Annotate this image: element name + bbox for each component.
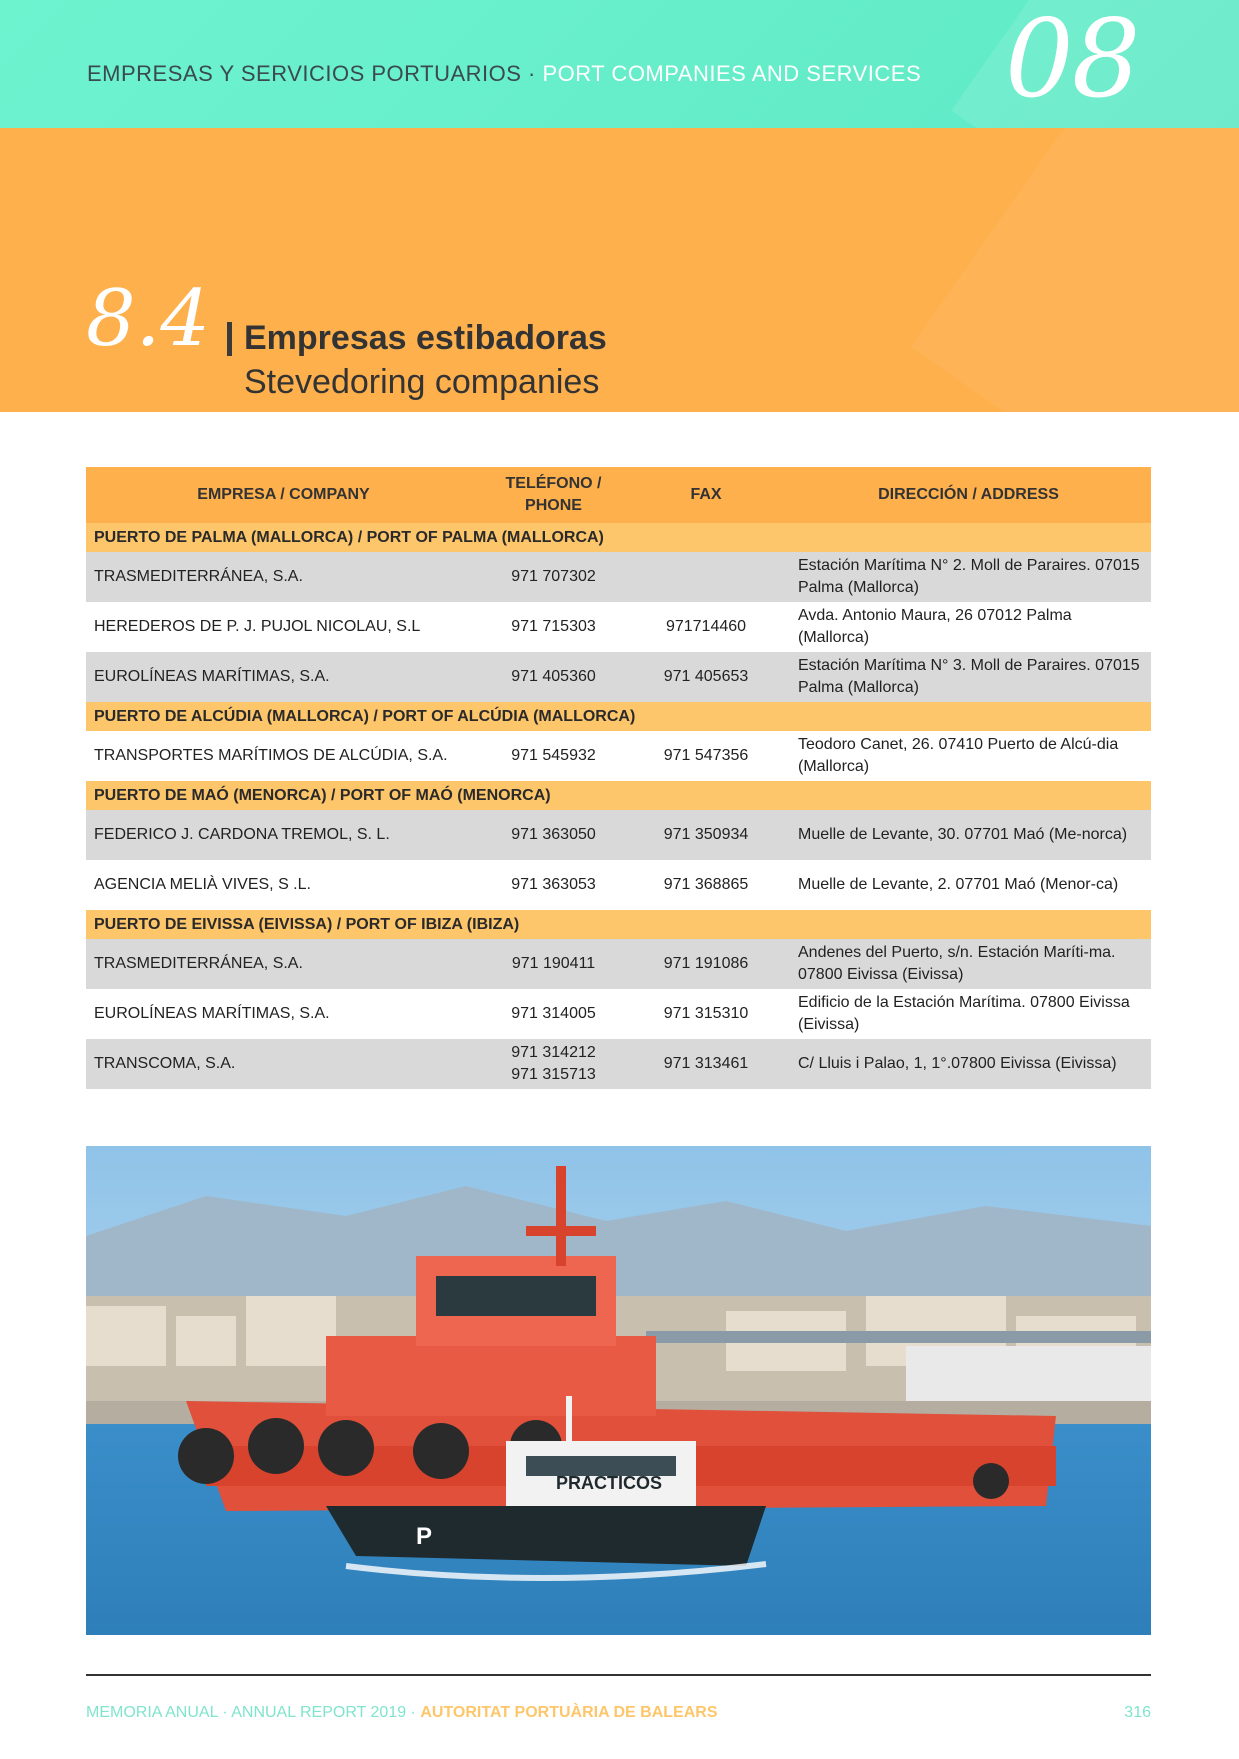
chapter-title-es: EMPRESAS Y SERVICIOS PORTUARIOS · <box>87 61 536 86</box>
company-cell: HEREDEROS DE P. J. PUJOL NICOLAU, S.L <box>86 602 481 652</box>
decorative-diagonal <box>911 128 1239 412</box>
address-cell: Muelle de Levante, 2. 07701 Maó (Menor-ca) <box>786 860 1151 910</box>
header-fax: FAX <box>626 467 786 523</box>
phone-line1: 971 314212 <box>511 1044 596 1061</box>
fax-cell: 971 547356 <box>626 731 786 781</box>
header-company: EMPRESA / COMPANY <box>86 467 481 523</box>
table-row <box>86 860 1151 910</box>
bridge <box>646 1331 1151 1343</box>
phone-cell: 971 190411 <box>481 939 626 989</box>
address-cell: Estación Marítima N° 3. Moll de Paraires. 07015 Palma (Mallorca) <box>786 652 1151 702</box>
chapter-number: 08 <box>1005 0 1139 122</box>
fax-cell: 971 350934 <box>626 810 786 860</box>
group-row-mao <box>86 781 1151 810</box>
phone-cell: 971 363050 <box>481 810 626 860</box>
table-row <box>86 1039 1151 1089</box>
pilot-boat-letter: P <box>416 1523 433 1550</box>
phone-cell <box>481 1039 626 1089</box>
page-number: 316 <box>1124 1704 1151 1721</box>
stevedoring-companies-table <box>86 467 1151 1089</box>
footer-organization: AUTORITAT PORTUÀRIA DE BALEARS <box>420 1704 718 1721</box>
address-cell: Muelle de Levante, 30. 07701 Maó (Me-norca) <box>786 810 1151 860</box>
table-row <box>86 602 1151 652</box>
footer-report-title <box>86 1704 718 1722</box>
address-cell: Avda. Antonio Maura, 26 07012 Palma (Mallorca) <box>786 602 1151 652</box>
footer-divider <box>86 1674 1151 1676</box>
table-row <box>86 939 1151 989</box>
table-row <box>86 731 1151 781</box>
section-divider <box>227 322 232 356</box>
chapter-title <box>87 61 921 87</box>
company-cell: TRASMEDITERRÁNEA, S.A. <box>86 939 481 989</box>
footer-report: MEMORIA ANUAL · ANNUAL REPORT 2019 · <box>86 1704 421 1721</box>
fax-cell: 971 315310 <box>626 989 786 1039</box>
header-phone <box>481 467 626 523</box>
group-label: PUERTO DE EIVISSA (EIVISSA) / PORT OF IBIZA (IBIZA) <box>86 910 1151 939</box>
fax-cell <box>626 552 786 602</box>
section-header-band <box>0 128 1239 412</box>
group-label: PUERTO DE ALCÚDIA (MALLORCA) / PORT OF ALCÚDIA (MALLORCA) <box>86 702 1151 731</box>
pilot-boat-label: PRACTICOS <box>556 1473 663 1493</box>
table-row <box>86 810 1151 860</box>
group-label: PUERTO DE MAÓ (MENORCA) / PORT OF MAÓ (MENORCA) <box>86 781 1151 810</box>
table-row <box>86 552 1151 602</box>
table-header-row <box>86 467 1151 523</box>
phone-cell: 971 314005 <box>481 989 626 1039</box>
header-phone-line1: TELÉFONO / <box>505 475 602 492</box>
section-title-es: Empresas estibadoras <box>244 319 607 357</box>
fax-cell: 971714460 <box>626 602 786 652</box>
section-title-en: Stevedoring companies <box>244 363 600 401</box>
address-cell: Teodoro Canet, 26. 07410 Puerto de Alcú-dia (Mallorca) <box>786 731 1151 781</box>
fax-cell: 971 368865 <box>626 860 786 910</box>
company-cell: EUROLÍNEAS MARÍTIMAS, S.A. <box>86 652 481 702</box>
group-row-palma <box>86 523 1151 552</box>
header-phone-line2: PHONE <box>525 497 582 514</box>
company-cell: FEDERICO J. CARDONA TREMOL, S. L. <box>86 810 481 860</box>
group-row-alcudia <box>86 702 1151 731</box>
ferry <box>906 1346 1151 1406</box>
address-cell: Edificio de la Estación Marítima. 07800 Eivissa (Eivissa) <box>786 989 1151 1039</box>
phone-cell: 971 707302 <box>481 552 626 602</box>
company-cell: TRANSCOMA, S.A. <box>86 1039 481 1089</box>
group-label: PUERTO DE PALMA (MALLORCA) / PORT OF PALMA (MALLORCA) <box>86 523 1151 552</box>
company-cell: AGENCIA MELIÀ VIVES, S .L. <box>86 860 481 910</box>
phone-line2: 971 315713 <box>511 1066 596 1083</box>
phone-cell: 971 545932 <box>481 731 626 781</box>
fax-cell: 971 313461 <box>626 1039 786 1089</box>
company-cell: TRASMEDITERRÁNEA, S.A. <box>86 552 481 602</box>
companies-table <box>86 467 1151 1089</box>
table-row <box>86 989 1151 1039</box>
company-cell: EUROLÍNEAS MARÍTIMAS, S.A. <box>86 989 481 1039</box>
phone-cell: 971 363053 <box>481 860 626 910</box>
group-row-eivissa <box>86 910 1151 939</box>
address-cell: C/ Lluis i Palao, 1, 1°.07800 Eivissa (Eivissa) <box>786 1039 1151 1089</box>
address-cell: Estación Marítima N° 2. Moll de Paraires. 07015 Palma (Mallorca) <box>786 552 1151 602</box>
fax-cell: 971 191086 <box>626 939 786 989</box>
section-number: 8.4 <box>86 274 211 364</box>
phone-cell: 971 715303 <box>481 602 626 652</box>
chapter-title-en: PORT COMPANIES AND SERVICES <box>535 61 922 86</box>
company-cell: TRANSPORTES MARÍTIMOS DE ALCÚDIA, S.A. <box>86 731 481 781</box>
fax-cell: 971 405653 <box>626 652 786 702</box>
header-address: DIRECCIÓN / ADDRESS <box>786 467 1151 523</box>
address-cell: Andenes del Puerto, s/n. Estación Maríti-ma. 07800 Eivissa (Eivissa) <box>786 939 1151 989</box>
tugboat-photo <box>86 1146 1151 1635</box>
table-row <box>86 652 1151 702</box>
harbor-illustration <box>86 1146 1151 1635</box>
phone-cell: 971 405360 <box>481 652 626 702</box>
